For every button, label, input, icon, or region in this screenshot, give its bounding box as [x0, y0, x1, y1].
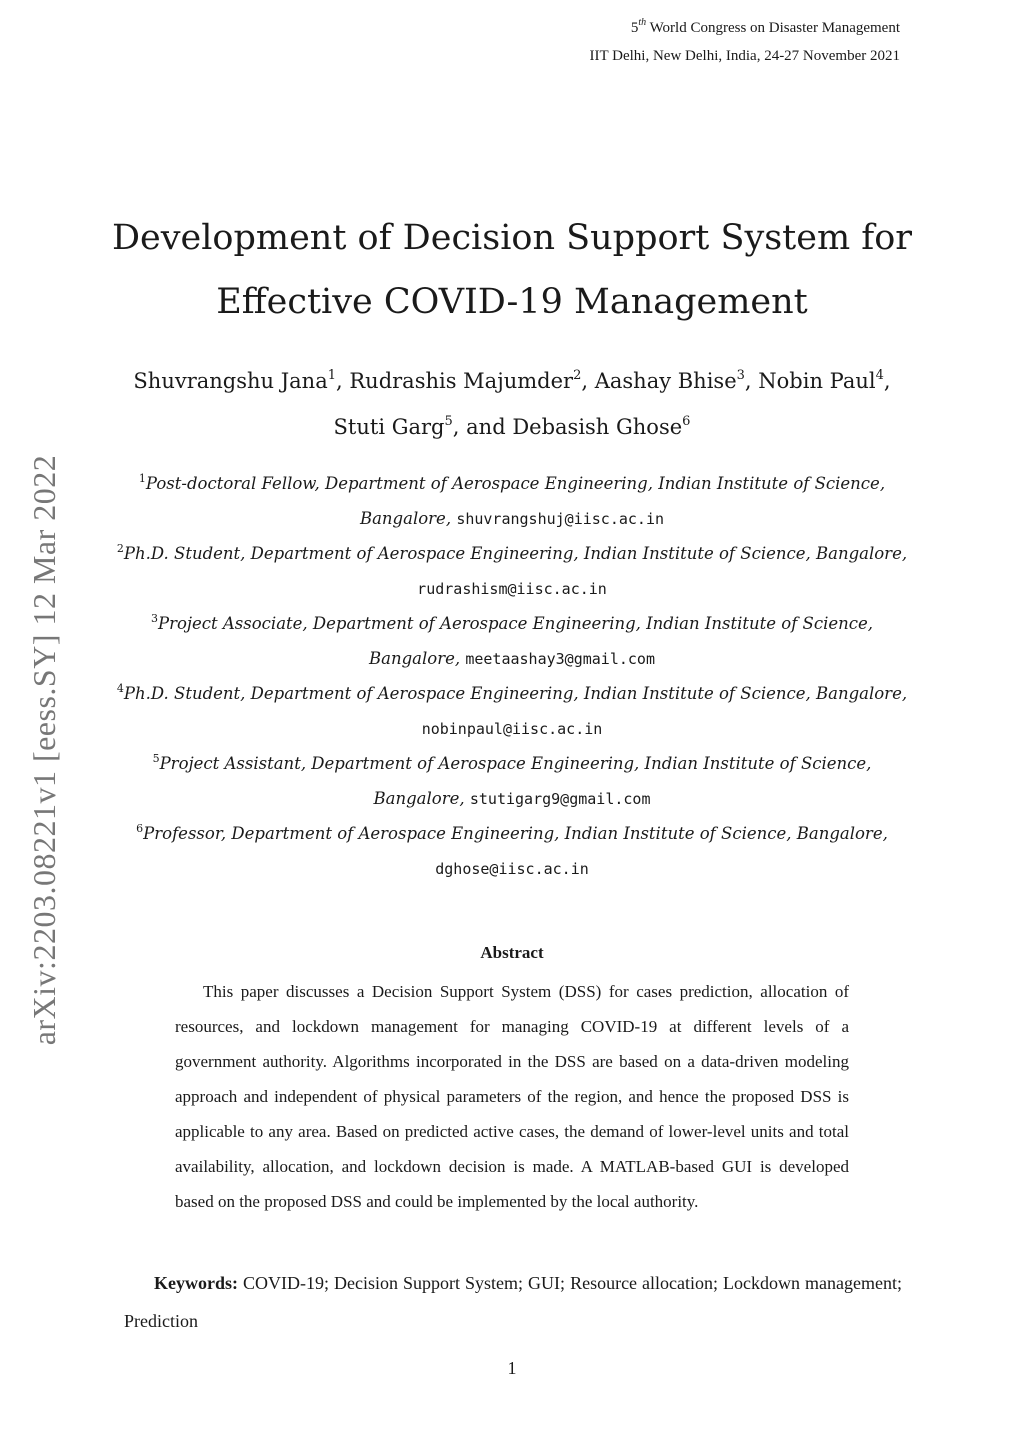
page-number: 1 — [507, 1358, 517, 1378]
affiliation-2-line-1: $^2$Ph.D. Student, Department of Aerospace Engineering, Indian Institute of Science, Bangalore, — [116, 542, 908, 563]
paper-title-line-1: Development of Decision Support System for — [111, 218, 913, 258]
author-name: Rudrashis Majumder — [349, 369, 574, 393]
email-address: nobinpaul@iisc.ac.in — [421, 720, 603, 738]
affiliation-3-line-1: $^3$Project Associate, Department of Aerospace Engineering, Indian Institute of Science, — [150, 612, 874, 633]
keywords-list: COVID-19; Decision Support System; GUI; Resource allocation; Lockdown management; Prediction — [124, 1273, 902, 1331]
affiliation-3-line-2: Bangalore, meetaashay3@gmail.com — [369, 649, 655, 668]
affiliation-1-line-1: $^1$Post-doctoral Fellow, Department of Aerospace Engineering, Indian Institute of Science, — [138, 472, 886, 493]
email-address: meetaashay3@gmail.com — [465, 650, 655, 668]
abstract-body: This paper discusses a Decision Support System (DSS) for cases prediction, allocation of resources, and lockdown management for managing COVID-19 at different levels of a government authority. Algorithms incorporated in the DSS are based on a data-driven modeling approach and independent of physical parameters of the region, and hence the proposed DSS is applicable to any area. Based on predicted active cases, the demand of lower-level units and total availability, allocation, and lockdown decision is made. A MATLAB-based GUI is developed based on the proposed DSS and could be implemented by the local authority. — [175, 982, 849, 1211]
email-address: stutigarg9@gmail.com — [469, 790, 651, 808]
conference-edition: 5th World Congress on Disaster Management — [630, 17, 900, 36]
author-affil-mark: 4 — [875, 368, 884, 383]
author-affil-mark: 6 — [682, 414, 691, 429]
affiliation-2-line-2 — [0, 578, 1024, 600]
arxiv-identifier-stamp: arXiv:2203.08221v1 [eess.SY] 12 Mar 2022 — [26, 454, 62, 1046]
author-name: Stuti Garg — [333, 415, 445, 439]
affiliation-6-line-2 — [0, 858, 1024, 880]
affiliation-5-line-1: $^5$Project Assistant, Department of Aerospace Engineering, Indian Institute of Science, — [152, 752, 872, 773]
author-list-line-1: Shuvrangshu Jana$^1$, Rudrashis Majumder$^2$, Aashay Bhise$^3$, Nobin Paul$^4$, — [133, 368, 891, 393]
author-name: Aashay Bhise — [594, 369, 737, 393]
affiliation-1-line-2: Bangalore, shuvrangshuj@iisc.ac.in — [359, 509, 665, 528]
author-affil-mark: 2 — [573, 368, 582, 383]
keywords-label: Keywords: — [154, 1273, 238, 1293]
author-list-line-2: Stuti Garg$^5$, and Debasish Ghose$^6$ — [333, 414, 691, 439]
author-affil-mark: 5 — [444, 414, 453, 429]
email-address: shuvrangshuj@iisc.ac.in — [456, 510, 665, 528]
affiliation-4-line-1: $^4$Ph.D. Student, Department of Aerospace Engineering, Indian Institute of Science, Bangalore, — [116, 682, 908, 703]
author-affil-mark: 3 — [736, 368, 745, 383]
conference-venue: IIT Delhi, New Delhi, India, 24-27 November 2021 — [589, 48, 900, 64]
affiliation-4-line-2 — [0, 718, 1024, 740]
author-name: Debasish Ghose — [512, 415, 683, 439]
keywords-paragraph — [124, 1264, 902, 1340]
affiliation-6-line-1: $^6$Professor, Department of Aerospace Engineering, Indian Institute of Science, Bangalore, — [136, 822, 888, 843]
paper-title-line-2: Effective COVID-19 Management — [216, 282, 808, 322]
abstract-heading: Abstract — [480, 943, 544, 962]
author-name: Nobin Paul — [758, 369, 876, 393]
email-address: rudrashism@iisc.ac.in — [417, 580, 607, 598]
affiliation-5-line-2: Bangalore, stutigarg9@gmail.com — [373, 789, 651, 808]
author-name: Shuvrangshu Jana — [133, 369, 328, 393]
email-address: dghose@iisc.ac.in — [435, 860, 589, 878]
author-affil-mark: 1 — [327, 368, 336, 383]
